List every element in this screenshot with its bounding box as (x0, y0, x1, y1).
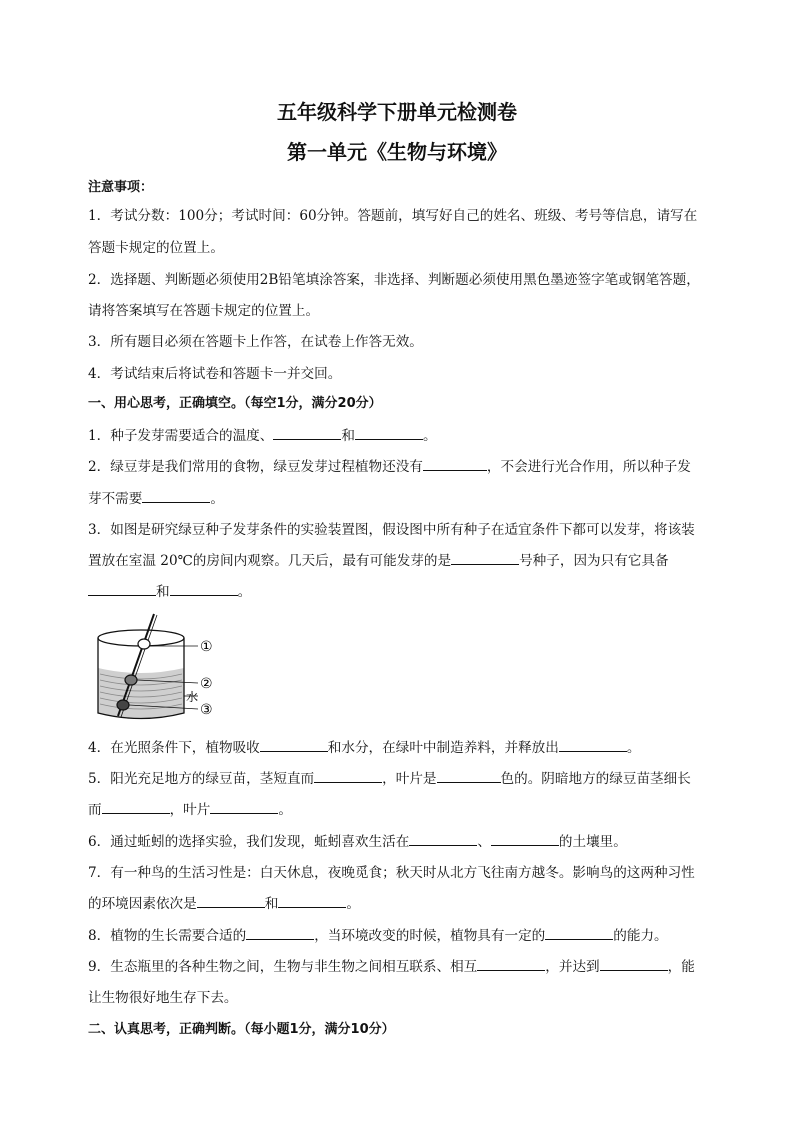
section-1-heading: 一、用心思考，正确填空。（每空1分，满分20分） (88, 396, 382, 411)
note-3: 3．所有题目必须在答题卡上作答，在试卷上作答无效。 (88, 334, 423, 350)
answer-blank[interactable] (451, 551, 519, 565)
question-1: 1．种子发芽需要适合的温度、 和 。 (88, 428, 437, 444)
note-2-line-2: 请将答案填写在答题卡规定的位置上。 (88, 303, 320, 319)
answer-blank[interactable] (210, 800, 278, 814)
germination-experiment-figure (86, 608, 226, 726)
question-5-line-2: 而 ，叶片 。 (88, 802, 292, 818)
answer-blank[interactable] (559, 738, 627, 752)
answer-blank[interactable] (477, 957, 545, 971)
answer-blank[interactable] (197, 894, 265, 908)
page-subtitle: 第一单元《生物与环境》 (287, 140, 507, 164)
question-7-line-2: 的环境因素依次是 和 。 (88, 896, 360, 912)
question-3-line-1: 3．如图是研究绿豆种子发芽条件的实验装置图，假设图中所有种子在适宜条件下都可以发芽，将该装 (88, 522, 695, 538)
question-9-line-2: 让生物很好地生存下去。 (88, 990, 238, 1006)
answer-blank[interactable] (437, 769, 501, 783)
question-9-line-1: 9．生态瓶里的各种生物之间，生物与非生物之间相互联系、相互 ，并达到 ，能 (88, 959, 695, 975)
section-2-heading: 二、认真思考，正确判断。（每小题1分，满分10分） (88, 1022, 395, 1037)
answer-blank[interactable] (246, 926, 314, 940)
question-3-line-2: 置放在室温 20℃的房间内观察。几天后，最有可能发芽的是 号种子，因为只有它具备 (88, 553, 669, 569)
answer-blank[interactable] (102, 800, 170, 814)
question-8: 8．植物的生长需要合适的 ，当环境改变的时候，植物具有一定的 的能力。 (88, 928, 668, 944)
question-4: 4．在光照条件下，植物吸收 和水分，在绿叶中制造养料，并释放出 。 (88, 740, 641, 756)
answer-blank[interactable] (545, 926, 613, 940)
answer-blank[interactable] (355, 426, 423, 440)
answer-blank[interactable] (273, 426, 341, 440)
figure-label-2: ② (200, 676, 213, 692)
answer-blank[interactable] (142, 489, 210, 503)
question-7-line-1: 7．有一种鸟的生活习性是：白天休息，夜晚觅食；秋天时从北方飞往南方越冬。影响鸟的这两种习性 (88, 865, 695, 881)
question-5-line-1: 5．阳光充足地方的绿豆苗，茎短直而 ，叶片是 色的。阴暗地方的绿豆苗茎细长 (88, 771, 691, 787)
question-6: 6．通过蚯蚓的选择实验，我们发现，蚯蚓喜欢生活在 、 的土壤里。 (88, 834, 627, 850)
question-2-line-1: 2．绿豆芽是我们常用的食物，绿豆发芽过程植物还没有 ，不会进行光合作用，所以种子发 (88, 459, 691, 475)
answer-blank[interactable] (600, 957, 668, 971)
question-3-line-3: 和 。 (88, 582, 718, 602)
figure-label-1: ① (200, 639, 213, 655)
note-2-line-1: 2．选择题、判断题必须使用2B铅笔填涂答案，非选择、判断题必须使用黑色墨迹签字笔或钢笔答题， (88, 272, 700, 288)
answer-blank[interactable] (314, 769, 382, 783)
answer-blank[interactable] (170, 582, 238, 596)
answer-blank[interactable] (278, 894, 346, 908)
note-1-line-1: 1．考试分数：100分；考试时间：60分钟。答题前，填写好自己的姓名、班级、考号等信息，请写在 (88, 208, 698, 224)
answer-blank[interactable] (88, 582, 156, 596)
answer-blank[interactable] (409, 832, 477, 846)
figure-label-water: 水 (186, 690, 199, 704)
answer-blank[interactable] (260, 738, 328, 752)
notes-heading: 注意事项： (88, 180, 154, 195)
answer-blank[interactable] (491, 832, 559, 846)
figure-label-3: ③ (200, 702, 213, 718)
note-1-line-2: 答题卡规定的位置上。 (88, 240, 224, 256)
page-title: 五年级科学下册单元检测卷 (277, 100, 517, 124)
note-4: 4．考试结束后将试卷和答题卡一并交回。 (88, 366, 342, 382)
answer-blank[interactable] (423, 457, 487, 471)
question-2-line-2: 芽不需要 。 (88, 491, 224, 507)
